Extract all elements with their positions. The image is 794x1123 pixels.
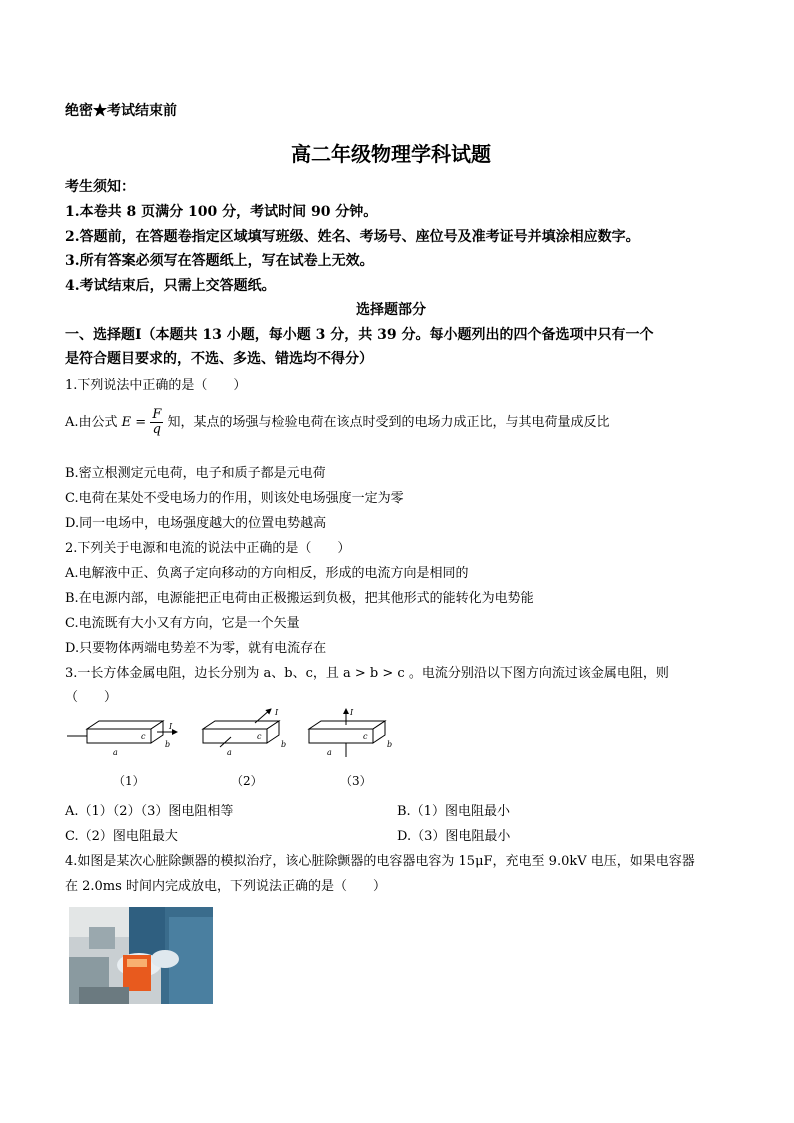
figure-1-resistor (67, 721, 177, 788)
q1-option-b: B.密立根测定元电荷，电子和质子都是元电荷 (65, 466, 326, 481)
fig3-current-label: I (350, 708, 354, 717)
q2-option-c: C.电流既有大小又有方向，它是一个矢量 (65, 616, 300, 631)
fig3-edge-a: a (327, 748, 332, 757)
q3-option-a: A.（1）（2）（3）图电阻相等 (65, 804, 234, 819)
q2-option-d: D.只要物体两端电势差不为零，就有电流存在 (65, 641, 327, 656)
notice-item-1: 1.本卷共 8 页满分 100 分，考试时间 90 分钟。 (65, 204, 378, 220)
formula-denominator: q (152, 422, 161, 437)
q3-option-b: B.（1）图电阻最小 (397, 804, 510, 819)
formula-fraction (150, 408, 163, 437)
q1-a-prefix: A.由公式 (65, 415, 122, 430)
resistor-figures (65, 705, 405, 795)
notice-item-4: 4.考试结束后，只需上交答题纸。 (65, 278, 276, 294)
fig2-edge-a: a (227, 748, 232, 757)
fig2-edge-c: c (257, 732, 262, 741)
figure-2-resistor (203, 708, 286, 788)
page-title: 高二年级物理学科试题 (291, 142, 491, 166)
fig1-current-label: I (169, 722, 173, 731)
formula-numerator: F (152, 407, 162, 422)
fig1-caption: （1） (113, 774, 145, 788)
formula-lhs: E (121, 415, 132, 430)
q4-stem: 4.如图是某次心脏除颤器的模拟治疗，该心脏除颤器的电容器电容为 15μF，充电至 9.0kV 电压，如果电容器 (65, 854, 695, 869)
q4-stem-cont: 在 2.0ms 时间内完成放电，下列说法正确的是（ ） (65, 879, 386, 894)
notice-item-3: 3.所有答案必须写在答题纸上，写在试卷上无效。 (65, 253, 374, 269)
defibrillator-photo (69, 907, 213, 1004)
section-title: 选择题部分 (356, 302, 426, 318)
fig1-edge-b: b (165, 740, 171, 749)
fig1-edge-c: c (141, 732, 146, 741)
notice-heading: 考生须知： (65, 179, 135, 195)
fig3-edge-c: c (363, 732, 368, 741)
q3-stem-cont: （ ） (65, 690, 118, 705)
q3-stem: 3.一长方体金属电阻，边长分别为 a、b、c，且 a > b > c 。电流分别沿以下图方向流过该金属电阻，则 (65, 666, 669, 681)
secret-label: 绝密★考试结束前 (65, 103, 177, 119)
q1-option-c: C.电荷在某处不受电场力的作用，则该处电场强度一定为零 (65, 491, 404, 506)
q2-stem: 2.下列关于电源和电流的说法中正确的是（ ） (65, 541, 351, 556)
q2-option-b: B.在电源内部，电源能把正电荷由正极搬运到负极，把其他形式的能转化为电势能 (65, 591, 534, 606)
q1-option-d: D.同一电场中，电场强度越大的位置电势越高 (65, 516, 327, 531)
q3-option-c: C.（2）图电阻最大 (65, 829, 178, 844)
fig1-edge-a: a (113, 748, 118, 757)
fig2-edge-b: b (281, 740, 287, 749)
section-intro-line1: 一、选择题Ⅰ（本题共 13 小题，每小题 3 分，共 39 分。每小题列出的四个备选项中只有一个 (65, 327, 654, 343)
q1-stem: 1.下列说法中正确的是（ ） (65, 378, 247, 393)
figure-3-resistor (309, 708, 392, 788)
section-intro-line2: 是符合题目要求的，不选、多选、错选均不得分） (65, 351, 373, 367)
fig2-caption: （2） (231, 774, 263, 788)
fig3-caption: （3） (340, 774, 372, 788)
q3-option-d: D.（3）图电阻最小 (397, 829, 511, 844)
fig2-current-label: I (275, 708, 279, 717)
fig3-edge-b: b (387, 740, 393, 749)
q2-option-a: A.电解液中正、负离子定向移动的方向相反，形成的电流方向是相同的 (65, 566, 469, 581)
notice-item-2: 2.答题前，在答题卷指定区域填写班级、姓名、考场号、座位号及准考证号并填涂相应数字。 (65, 229, 640, 245)
q1-a-suffix: 知，某点的场强与检验电荷在该点时受到的电场力成正比，与其电荷量成反比 (163, 415, 610, 430)
q1-option-a: A.由公式 E = $\frac{F}{q}$ 知，某点的场强与检验电荷在该点时受到的电场力成正比，与其电荷量成反比 (65, 407, 610, 437)
